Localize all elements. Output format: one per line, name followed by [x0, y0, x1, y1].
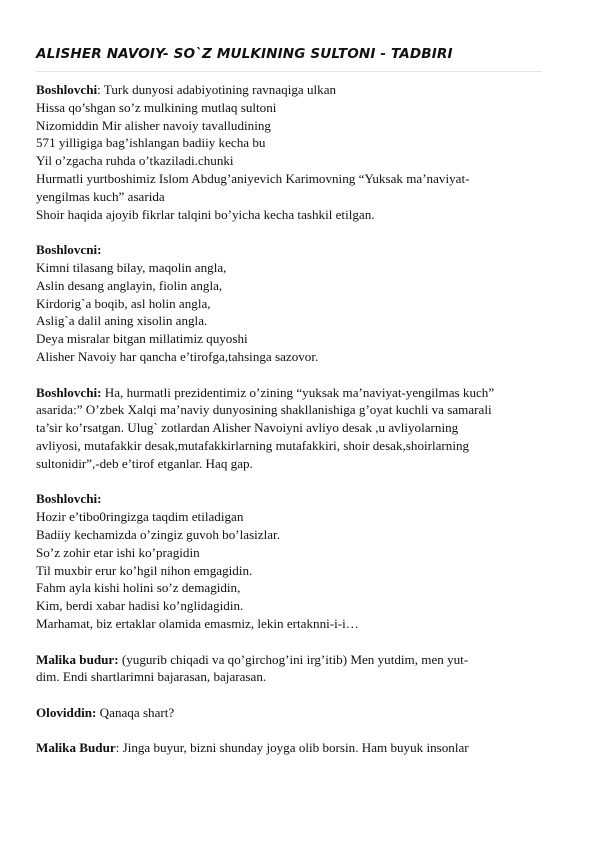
text-line — [36, 81, 556, 99]
text-line — [36, 188, 556, 206]
paragraph — [36, 241, 556, 366]
text-line — [36, 508, 556, 526]
line-text: ta’sir ko’rsatgan. Ulug` zotlardan Alisher Navoiyni avliyo desak ,u avliyolarning — [36, 420, 459, 436]
paragraph-gap — [36, 473, 556, 491]
text-line — [36, 295, 556, 313]
line-text: dim. Endi shartlarimni bajarasan, bajarasan. — [36, 669, 267, 685]
text-line — [36, 312, 556, 330]
text-line — [36, 401, 556, 419]
paragraph-gap — [36, 366, 556, 384]
text-line — [36, 99, 556, 117]
text-line — [36, 170, 556, 188]
line-text: Shoir haqida ajoyib fikrlar talqini bo’yicha kecha tashkil etilgan. — [36, 206, 375, 222]
line-text: Alisher Navoiy har qancha e’tirofga,tahsinga sazovor. — [36, 348, 319, 364]
paragraph — [36, 739, 556, 757]
line-text: Kimni tilasang bilay, maqolin angla, — [36, 259, 227, 275]
paragraph — [36, 384, 556, 473]
line-text: Fahm ayla kishi holini so’z demagidin, — [36, 580, 241, 596]
text-line — [36, 544, 556, 562]
text-line — [36, 615, 556, 633]
text-line — [36, 704, 556, 722]
paragraph-gap — [36, 686, 556, 704]
line-text: avliyosi, mutafakkir desak,mutafakkirlarning mutafakkiri, shoir desak,shoirlarning — [36, 437, 470, 453]
text-line — [36, 490, 556, 508]
text-line — [36, 384, 556, 402]
line-text: Hissa qo’shgan so’z mulkining mutlaq sultoni — [36, 99, 277, 115]
paragraph — [36, 81, 556, 223]
line-text: Kim, berdi xabar hadisi ko’nglidagidin. — [36, 598, 244, 614]
paragraph — [36, 490, 556, 632]
text-line — [36, 526, 556, 544]
line-text: Hozir e’tibo0ringizga taqdim etiladigan — [36, 509, 244, 525]
paragraph-gap — [36, 722, 556, 740]
line-text: Marhamat, biz ertaklar olamida emasmiz, lekin ertaknni-i-i… — [36, 615, 359, 631]
line-text: yengilmas kuch” asarida — [36, 188, 165, 204]
text-line — [36, 651, 556, 669]
speaker-label: Oloviddin: — [36, 704, 97, 720]
line-text: sultonidir”,-deb e’tirof etganlar. Haq gap. — [36, 455, 253, 471]
line-text: Ha, hurmatli prezidentimiz o’zining “yuksak ma’naviyat-yengilmas kuch” — [101, 384, 495, 400]
text-line — [36, 739, 556, 757]
text-line — [36, 437, 556, 455]
speaker-label: Malika budur: — [36, 651, 119, 667]
line-text: : Jinga buyur, bizni shunday joyga olib borsin. Ham buyuk insonlar — [115, 740, 469, 756]
text-line — [36, 152, 556, 170]
text-line — [36, 455, 556, 473]
line-text: asarida:” O’zbek Xalqi ma’naviy dunyosining shakllanishiga g’oyat kuchli va samarali — [36, 402, 492, 418]
text-line — [36, 241, 556, 259]
speaker-label: Boshlovchi: — [36, 384, 102, 400]
line-text: Til muxbir erur ko’hgil nihon emgagidin. — [36, 562, 253, 578]
text-line — [36, 419, 556, 437]
line-text: Aslig`a dalil aning xisolin angla. — [36, 313, 208, 329]
paragraph — [36, 651, 556, 687]
text-line — [36, 259, 556, 277]
line-text: Hurmatli yurtboshimiz Islom Abdug’aniyevich Karimovning “Yuksak ma’naviyat- — [36, 170, 470, 186]
line-text: Aslin desang anglayin, fiolin angla, — [36, 277, 223, 293]
text-line — [36, 117, 556, 135]
speaker-label: Malika Budur — [36, 740, 116, 756]
paragraph — [36, 704, 556, 722]
text-line — [36, 206, 556, 224]
speaker-label: Boshlovcni: — [36, 242, 102, 258]
line-text: Kirdorig`a boqib, asl holin angla, — [36, 295, 211, 311]
paragraph-gap — [36, 633, 556, 651]
line-text: Nizomiddin Mir alisher navoiy tavalludining — [36, 117, 271, 133]
text-line — [36, 277, 556, 295]
line-text: Yil o’zgacha ruhda o’tkaziladi.chunki — [36, 153, 234, 169]
text-line — [36, 562, 556, 580]
speaker-label: Boshlovchi — [36, 82, 98, 97]
line-text: Qanaqa shart? — [96, 704, 175, 720]
line-text: Badiiy kechamizda o’zingiz guvoh bo’lasizlar. — [36, 526, 280, 542]
document-body — [36, 81, 556, 757]
line-text: Deya misralar bitgan millatimiz quyoshi — [36, 331, 248, 347]
text-line — [36, 579, 556, 597]
paragraph-gap — [36, 223, 556, 241]
line-text: : Turk dunyosi adabiyotining ravnaqiga ulkan — [97, 82, 337, 97]
text-line — [36, 134, 556, 152]
document-title: ALISHER NAVOIY- SO`Z MULKINING SULTONI - TADBIRI — [36, 46, 453, 62]
line-text: (yugurib chiqadi va qo’girchog’ini irg’itib) Men yutdim, men yut- — [118, 651, 469, 667]
text-line — [36, 597, 556, 615]
text-line — [36, 330, 556, 348]
text-line — [36, 348, 556, 366]
speaker-label: Boshlovchi: — [36, 491, 102, 507]
text-line — [36, 668, 556, 686]
line-text: So’z zohir etar ishi ko’pragidin — [36, 544, 200, 560]
title-divider — [36, 71, 542, 72]
line-text: 571 yilligiga bag’ishlangan badiiy kecha bu — [36, 135, 266, 151]
